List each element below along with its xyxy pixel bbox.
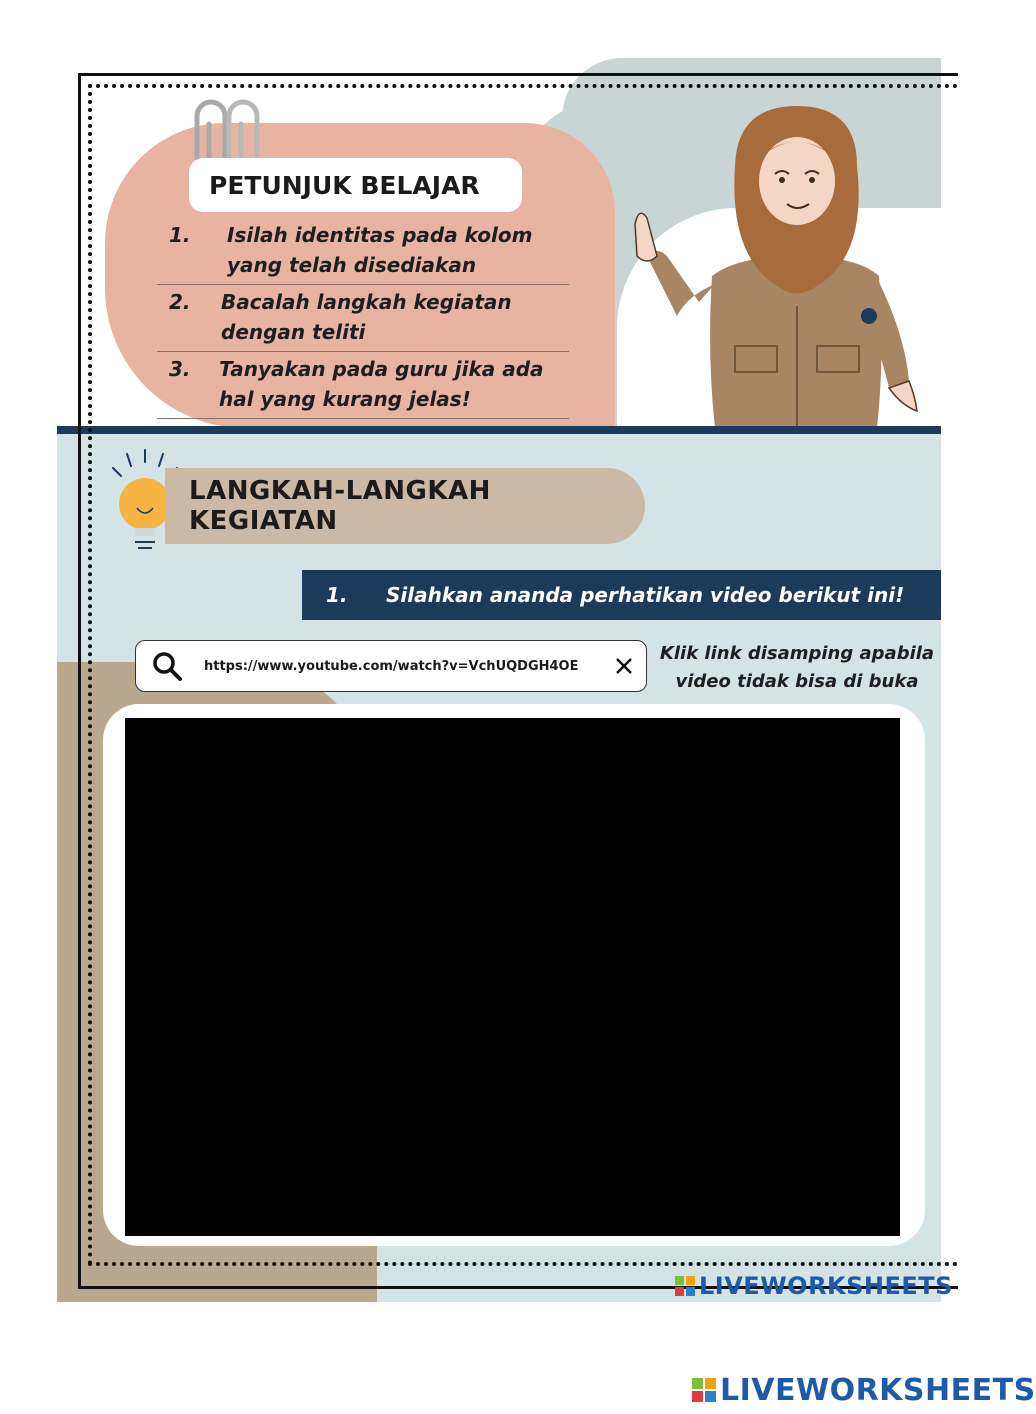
activity-heading: LANGKAH-LANGKAH KEGIATAN bbox=[165, 468, 645, 544]
instruction-title: PETUNJUK BELAJAR bbox=[189, 158, 522, 212]
instruction-list bbox=[157, 218, 569, 419]
liveworksheets-logo bbox=[692, 1372, 1036, 1408]
instruction-text: yang telah disediakan bbox=[227, 253, 477, 277]
activity-section bbox=[57, 434, 941, 1302]
instruction-text: Bacalah langkah kegiatan bbox=[221, 290, 512, 314]
instruction-item bbox=[157, 352, 569, 419]
instruction-item bbox=[157, 218, 569, 285]
video-link-url[interactable]: https://www.youtube.com/watch?v=VchUQDGH4OE bbox=[204, 658, 579, 674]
video-player[interactable] bbox=[125, 718, 900, 1236]
close-icon[interactable] bbox=[612, 654, 636, 678]
instruction-text: Tanyakan pada guru jika ada bbox=[219, 357, 544, 381]
search-icon bbox=[150, 649, 184, 683]
instruction-number: 1. bbox=[169, 223, 191, 247]
link-hint-line: video tidak bisa di buka bbox=[675, 671, 919, 692]
instruction-item bbox=[157, 285, 569, 352]
liveworksheets-brand: LIVEWORKSHEETS bbox=[699, 1272, 953, 1300]
task-banner bbox=[302, 570, 941, 620]
teacher-illustration bbox=[617, 106, 917, 428]
instruction-text: dengan teliti bbox=[221, 320, 366, 344]
section-divider bbox=[57, 426, 941, 434]
instruction-number: 2. bbox=[169, 290, 191, 314]
liveworksheets-logo-icon bbox=[692, 1378, 716, 1402]
instruction-number: 3. bbox=[169, 357, 191, 381]
liveworksheets-brand: LIVEWORKSHEETS bbox=[720, 1372, 1036, 1408]
task-number: 1. bbox=[326, 583, 348, 607]
link-hint-line: Klik link disamping apabila bbox=[659, 643, 935, 664]
task-text: Silahkan ananda perhatikan video berikut ini! bbox=[386, 583, 905, 607]
worksheet-page bbox=[57, 58, 941, 1302]
liveworksheets-logo-icon bbox=[675, 1276, 695, 1296]
instruction-text: Isilah identitas pada kolom bbox=[227, 223, 533, 247]
instruction-text: hal yang kurang jelas! bbox=[219, 387, 471, 411]
liveworksheets-logo-small bbox=[675, 1272, 953, 1300]
video-link-bar[interactable] bbox=[135, 640, 647, 692]
link-hint bbox=[657, 640, 937, 696]
